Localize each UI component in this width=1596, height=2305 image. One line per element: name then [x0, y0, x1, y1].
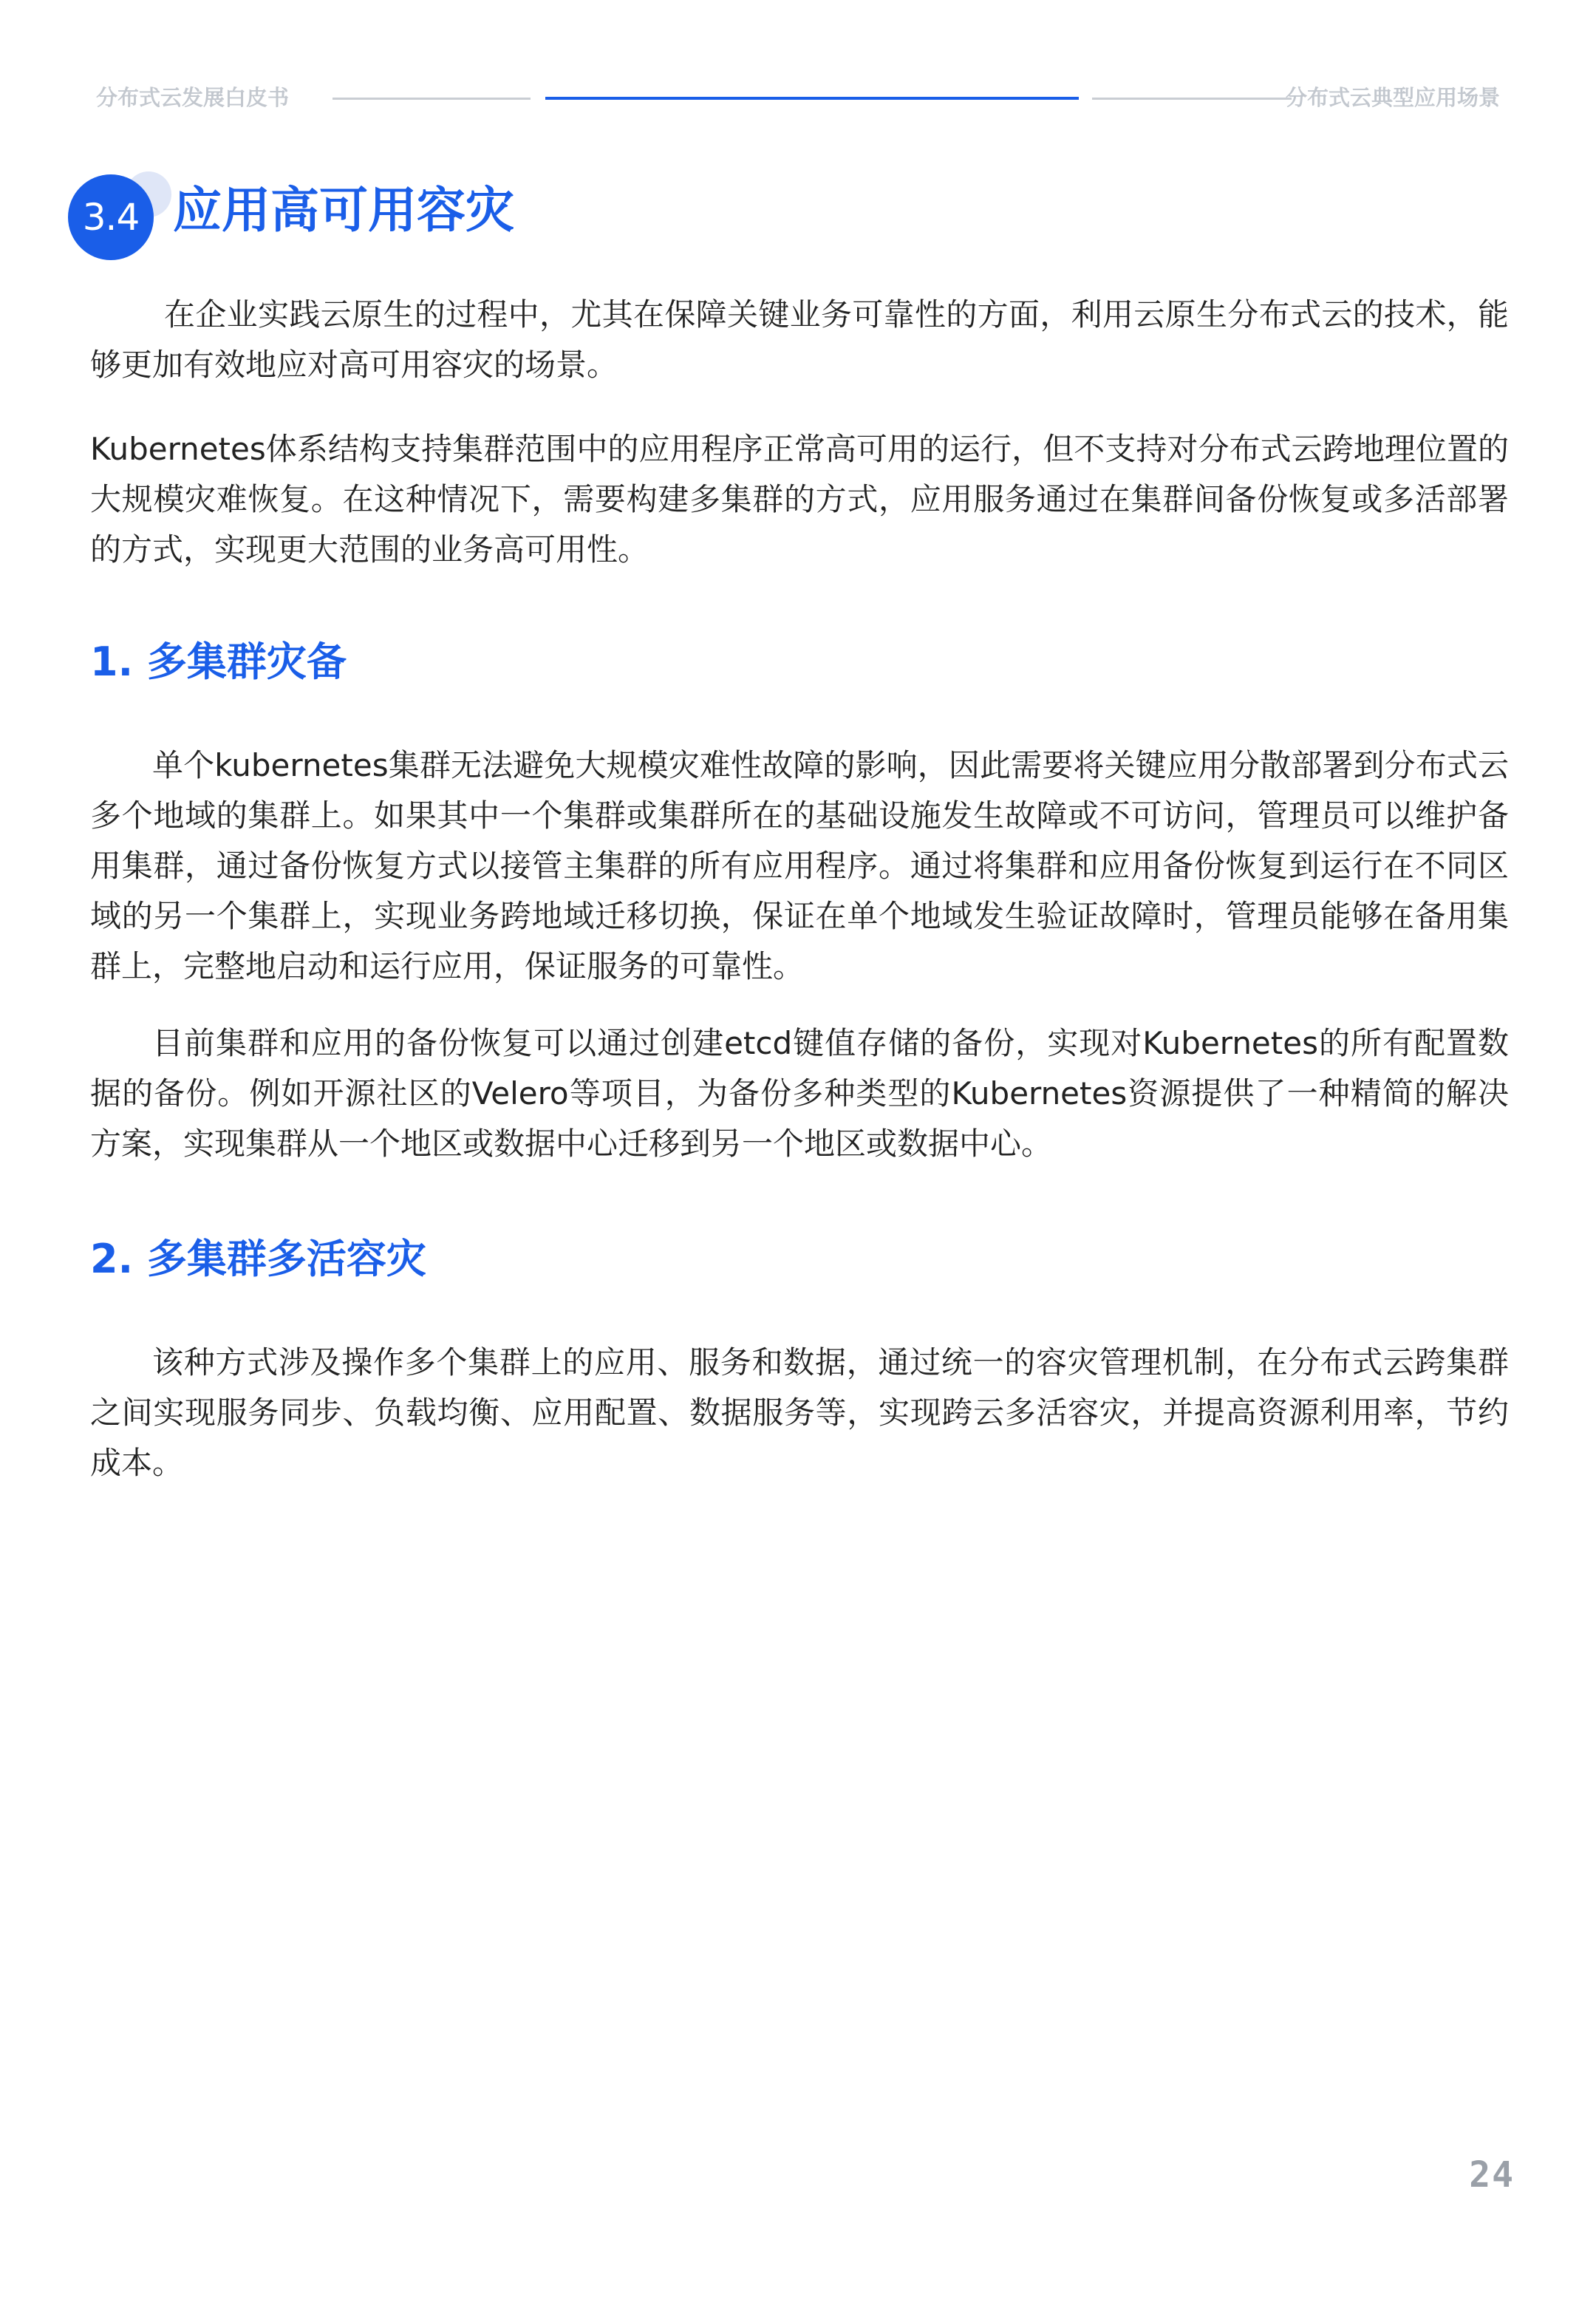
intro-paragraph-1: 在企业实践云原生的过程中，尤其在保障关键业务可靠性的方面，利用云原生分布式云的技术，能够更加有效地应对高可用容灾的场景。 — [90, 296, 1509, 383]
header-divider-accent — [545, 97, 1079, 100]
subsection-heading-1: 1. 多集群灾备 — [90, 639, 347, 685]
intro-paragraph-2: Kubernetes体系结构支持集群范围中的应用程序正常高可用的运行，但不支持对分布式云跨地理位置的大规模灾难恢复。在这种情况下，需要构建多集群的方式，应用服务通过在集群间备份恢复或多活部署的方式，实现更大范围的业务高可用性。 — [90, 431, 1509, 568]
section-number-badge: 3.4 — [68, 174, 154, 260]
header-left-title: 分布式云发展白皮书 — [96, 85, 290, 110]
subsection-1-paragraph-2: 目前集群和应用的备份恢复可以通过创建etcd键值存储的备份，实现对Kubernetes的所有配置数据的备份。例如开源社区的Velero等项目，为备份多种类型的Kubernetes资源提供了一种精简的解决方案，实现集群从一个地区或数据中心迁移到另一个地区或数据中心。 — [90, 1025, 1509, 1162]
header-divider-left — [332, 98, 531, 100]
header-right-title: 分布式云典型应用场景 — [1285, 85, 1500, 110]
header-divider-right — [1092, 98, 1292, 100]
page-number: 24 — [1469, 2154, 1515, 2196]
section-title: 应用高可用容灾 — [173, 182, 514, 239]
subsection-heading-2: 2. 多集群多活容灾 — [90, 1236, 426, 1282]
subsection-2-paragraph-1: 该种方式涉及操作多个集群上的应用、服务和数据，通过统一的容灾管理机制，在分布式云跨集群之间实现服务同步、负载均衡、应用配置、数据服务等，实现跨云多活容灾，并提高资源利用率，节约成本。 — [90, 1344, 1509, 1481]
subsection-1-paragraph-1: 单个kubernetes集群无法避免大规模灾难性故障的影响，因此需要将关键应用分散部署到分布式云多个地域的集群上。如果其中一个集群或集群所在的基础设施发生故障或不可访问，管理员可以维护备用集群，通过备份恢复方式以接管主集群的所有应用程序。通过将集群和应用备份恢复到运行在不同区域的另一个集群上，实现业务跨地域迁移切换，保证在单个地域发生验证故障时，管理员能够在备用集群上，完整地启动和运行应用，保证服务的可靠性。 — [90, 747, 1509, 984]
